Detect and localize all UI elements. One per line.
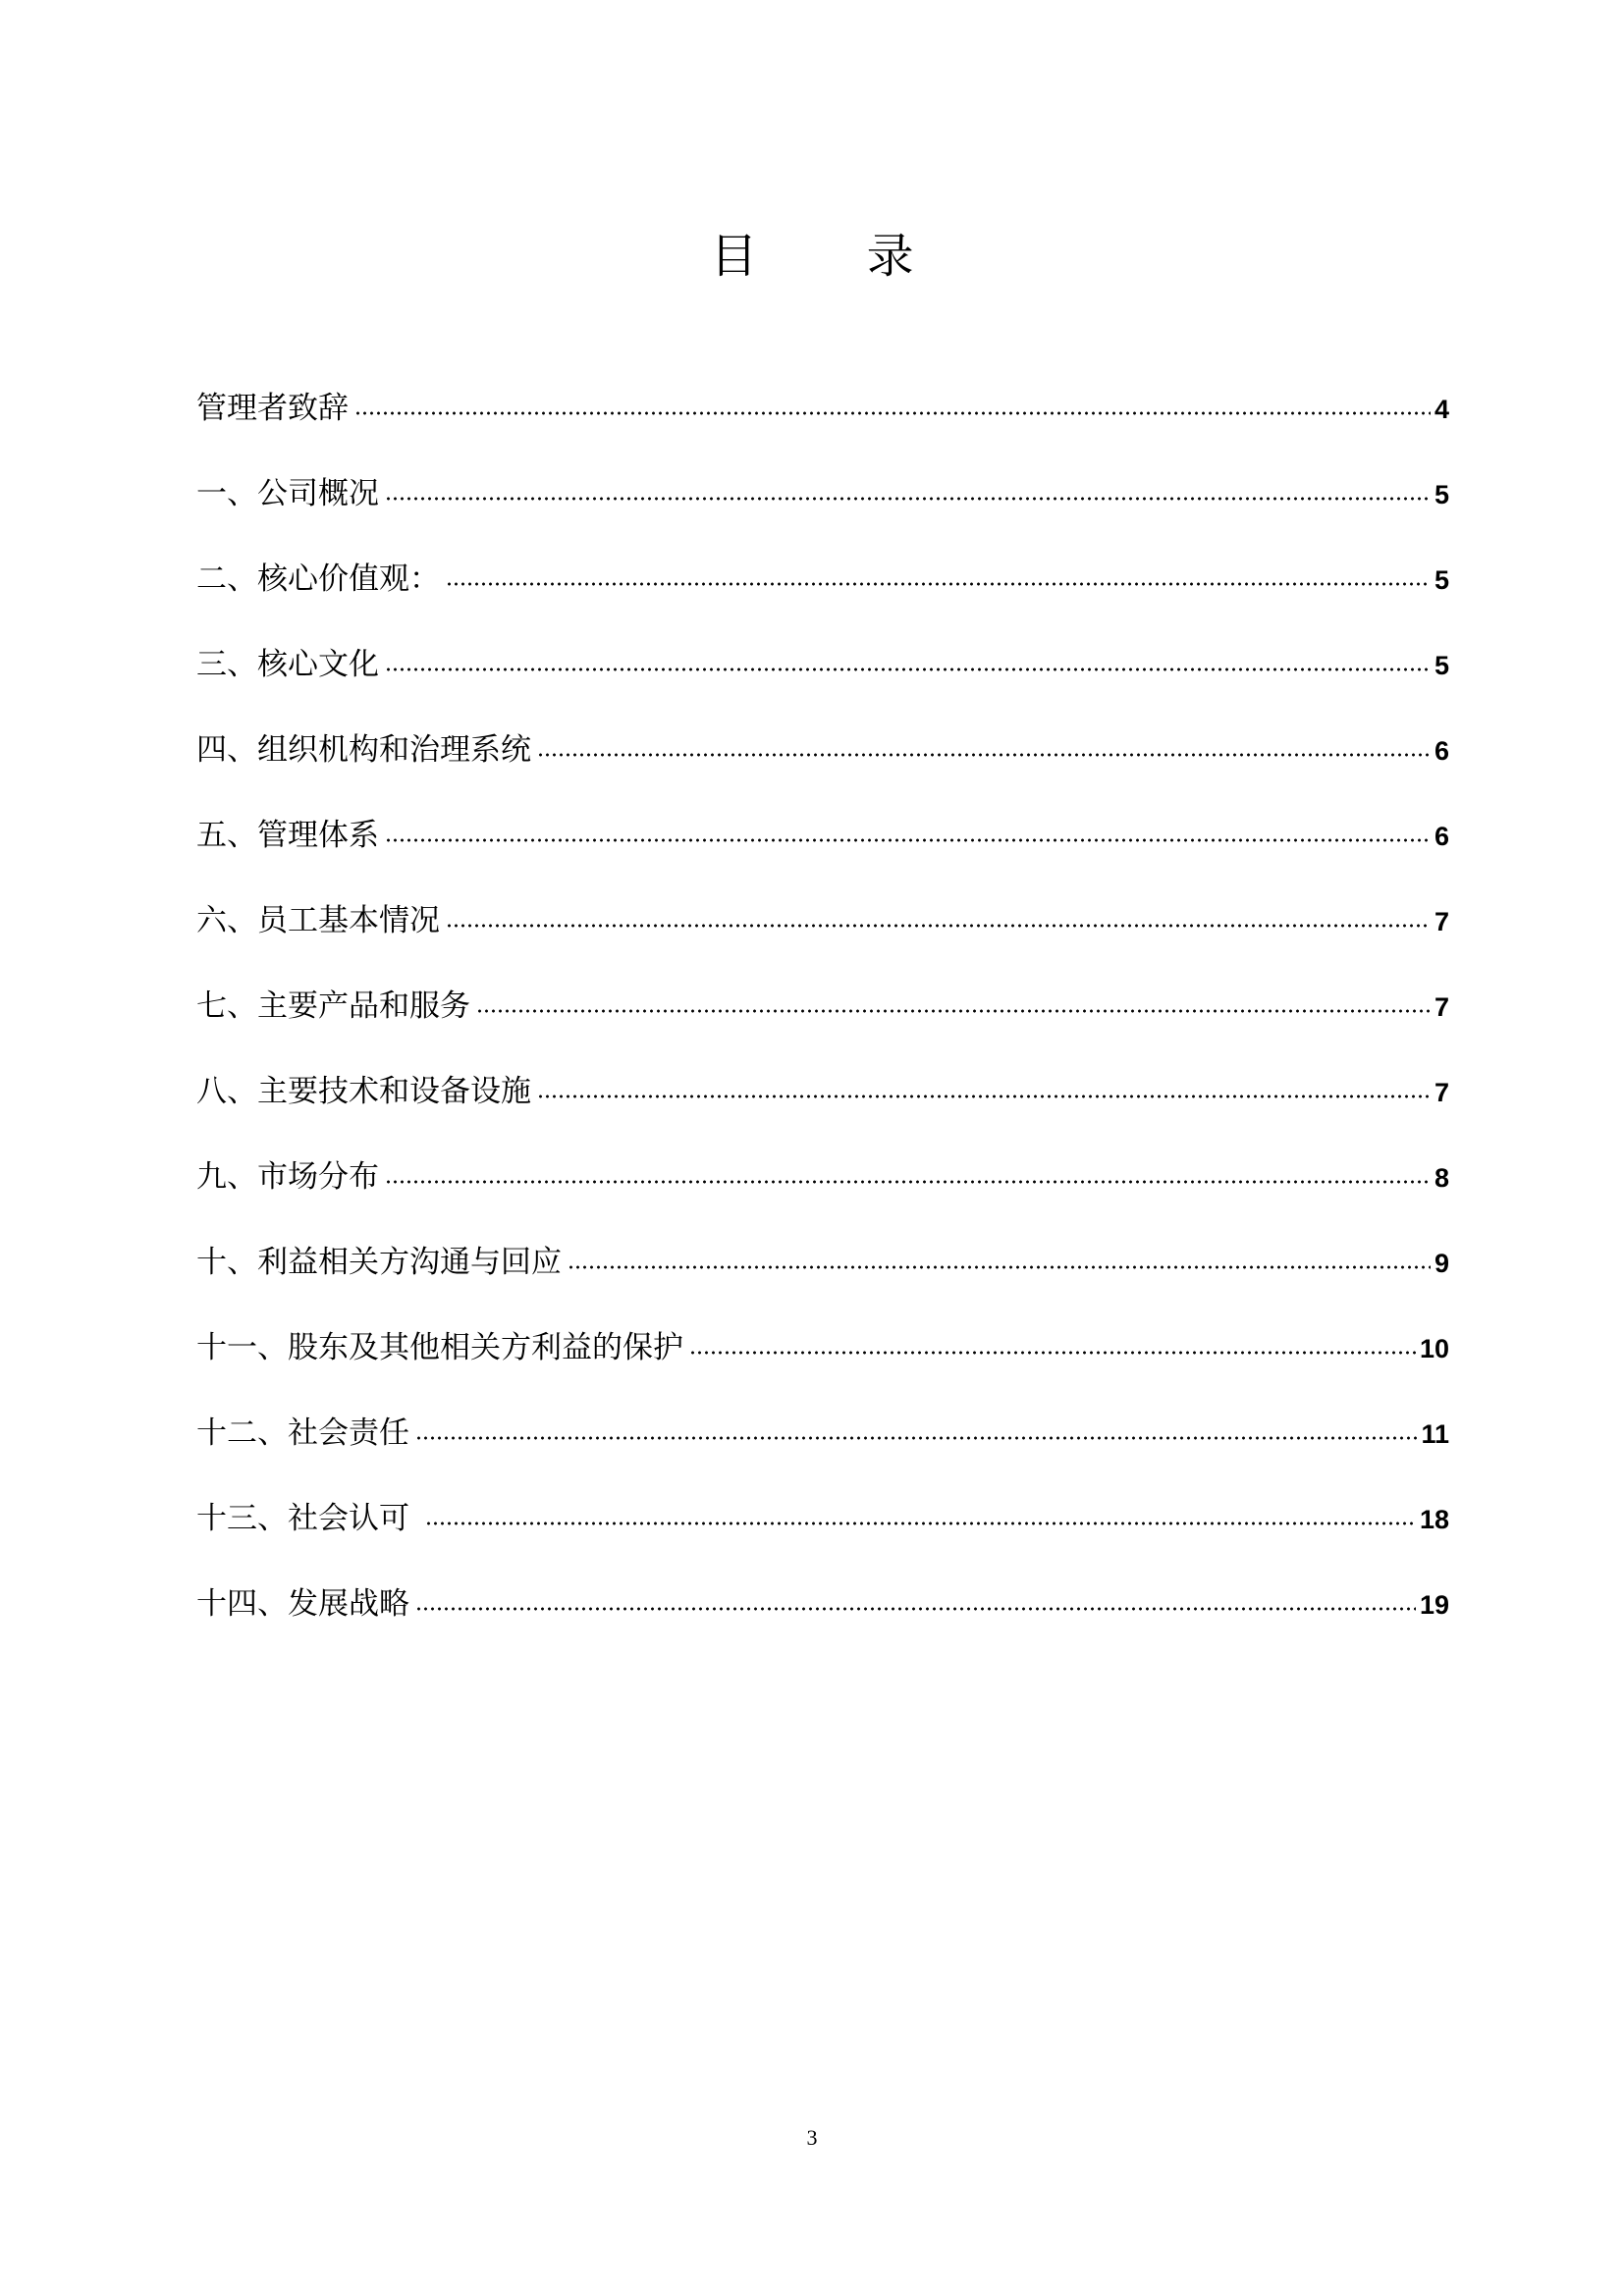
toc-entry[interactable]	[196, 1237, 1449, 1322]
dot-leader	[446, 581, 1431, 587]
toc-entry-label: 九、市场分布	[196, 1159, 379, 1195]
toc-entry[interactable]	[196, 1066, 1449, 1151]
toc-entry-page: 5	[1434, 480, 1449, 509]
dot-leader	[415, 1435, 1417, 1441]
toc-entry-label: 五、管理体系	[196, 818, 379, 853]
toc-entry-label: 十二、社会责任	[196, 1415, 409, 1451]
dot-leader	[354, 410, 1431, 416]
toc-entry-page: 7	[1434, 1078, 1449, 1107]
dot-leader	[476, 1008, 1431, 1014]
dot-leader	[568, 1264, 1431, 1270]
toc-entry-label: 三、核心文化	[196, 647, 379, 682]
toc-entry-label: 四、组织机构和治理系统	[196, 732, 531, 768]
dot-leader	[446, 923, 1431, 929]
dot-leader	[385, 496, 1431, 502]
dot-leader	[385, 837, 1431, 843]
toc-entry[interactable]	[196, 639, 1449, 724]
toc-entry[interactable]	[196, 554, 1449, 639]
toc-entry[interactable]	[196, 383, 1449, 468]
toc-entry-page: 10	[1419, 1334, 1449, 1363]
toc-entry-label: 七、主要产品和服务	[196, 988, 470, 1024]
toc-entry[interactable]	[196, 1322, 1449, 1408]
dot-leader	[415, 1606, 1416, 1612]
toc-entry[interactable]	[196, 1578, 1449, 1664]
dot-leader	[537, 752, 1431, 758]
toc-entry[interactable]	[196, 1493, 1449, 1578]
page-number: 3	[806, 2125, 818, 2150]
toc-entry-page: 9	[1434, 1249, 1449, 1278]
toc-entry-page: 6	[1434, 822, 1449, 851]
toc-entry-page: 5	[1434, 565, 1449, 595]
toc-entry-label: 八、主要技术和设备设施	[196, 1074, 531, 1109]
toc-entry[interactable]	[196, 1408, 1449, 1493]
toc-entry[interactable]	[196, 724, 1449, 810]
toc-entry-label: 十四、发展战略	[196, 1586, 409, 1622]
toc-entry[interactable]	[196, 810, 1449, 895]
toc-entry-page: 19	[1419, 1590, 1449, 1620]
dot-leader	[425, 1521, 1416, 1526]
toc-entry-label: 二、核心价值观：	[196, 561, 440, 597]
dot-leader	[689, 1350, 1416, 1356]
toc-entry[interactable]	[196, 981, 1449, 1066]
toc-entry-label: 管理者致辞	[196, 391, 349, 426]
toc-entry-label: 十三、社会认可	[196, 1501, 419, 1536]
toc-entry-page: 4	[1434, 395, 1449, 424]
toc-entry[interactable]	[196, 1151, 1449, 1237]
toc-entry-label: 六、员工基本情况	[196, 903, 440, 938]
toc-entry-page: 8	[1434, 1163, 1449, 1193]
toc-entry-label: 一、公司概况	[196, 476, 379, 511]
toc-entry-page: 7	[1434, 907, 1449, 936]
toc-entry[interactable]	[196, 468, 1449, 554]
toc-entry-page: 18	[1419, 1505, 1449, 1534]
toc-entry-label: 十、利益相关方沟通与回应	[196, 1245, 562, 1280]
toc-entry-page: 7	[1434, 992, 1449, 1022]
toc-entry-label: 十一、股东及其他相关方利益的保护	[196, 1330, 683, 1365]
dot-leader	[537, 1094, 1431, 1099]
toc-entry-page: 5	[1434, 651, 1449, 680]
toc-entry-page: 11	[1421, 1419, 1449, 1449]
dot-leader	[385, 1179, 1431, 1185]
toc-entry[interactable]	[196, 895, 1449, 981]
toc-title: 目 录	[710, 229, 961, 285]
dot-leader	[385, 667, 1431, 672]
toc-entry-page: 6	[1434, 736, 1449, 766]
toc-list	[196, 383, 1449, 1664]
